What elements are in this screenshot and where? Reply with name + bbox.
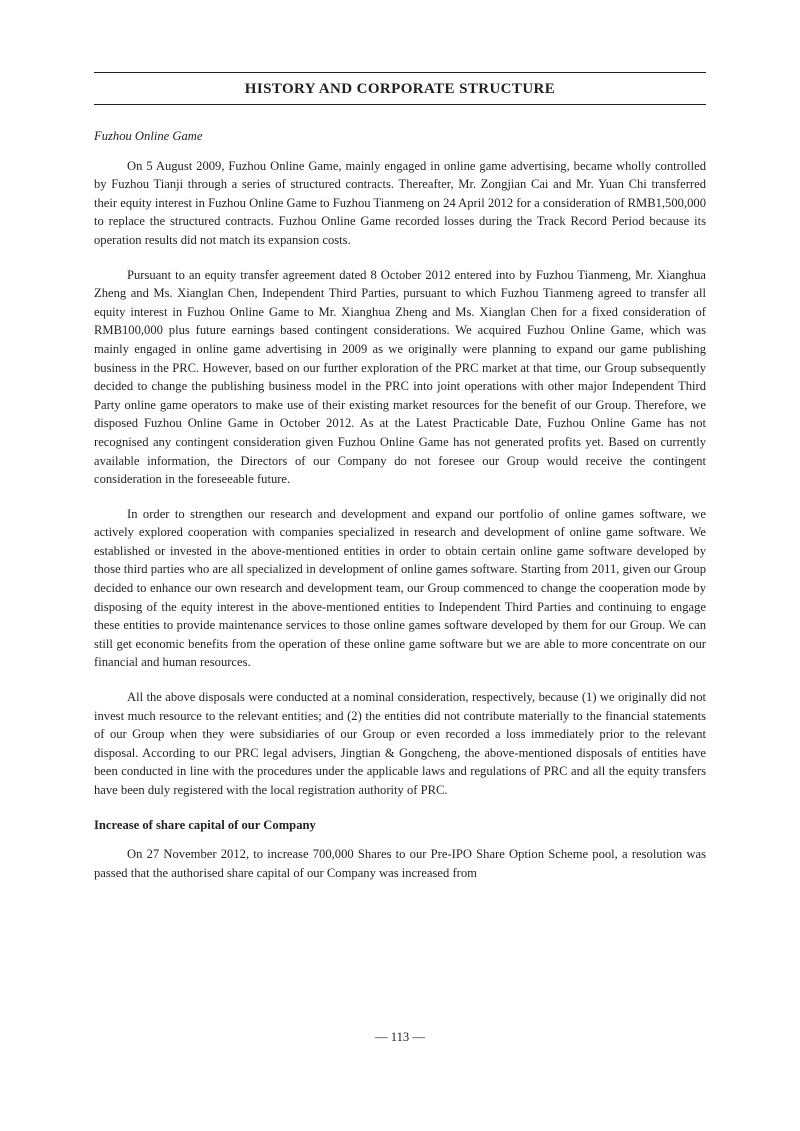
paragraph: In order to strengthen our research and development and expand our portfolio of online games software, we actively explored cooperation with companies specialized in research and development of online game software. We established or invested in the above-mentioned entities in order to obtain certain online game software developed by those third parties who are all specialized in development of online games software. Starting from 2011, given our Group decided to enhance our own research and development team, our Group commenced to change the cooperation mode by disposing of the equity interest in the above-mentioned entities to Independent Third Parties and continuing to engage these entities to provide maintenance services to those online games software developed by them for our Group. We can still get economic benefits from the operation of these online game software but we are able to more concentrate on our financial and human resources.	[94, 506, 706, 670]
paragraph: On 27 November 2012, to increase 700,000 Shares to our Pre-IPO Share Option Scheme pool, a resolution was passed that the authorised share capital of our Company was increased from	[94, 847, 706, 880]
document-page	[94, 72, 706, 882]
document-body	[94, 127, 706, 882]
paragraph: All the above disposals were conducted at a nominal consideration, respectively, because (1) we originally did not invest much resource to the relevant entities; and (2) the entities did not contribute materially to the financial statements of our Group when they were subsidiaries of our Group or even recorded a loss immediately prior to the relevant disposal. According to our PRC legal advisers, Jingtian & Gongcheng, the above-mentioned disposals of entities have been conducted in line with the procedures under the applicable laws and regulations of PRC and all the equity transfers have been duly registered with the local registration authority of PRC.	[94, 690, 706, 797]
header-title: HISTORY AND CORPORATE STRUCTURE	[244, 81, 556, 97]
section-heading-share-capital: Increase of share capital of our Company	[94, 817, 316, 832]
page-number: — 113 —	[375, 1030, 425, 1044]
paragraph: On 5 August 2009, Fuzhou Online Game, mainly engaged in online game advertising, became wholly controlled by Fuzhou Tianji through a series of structured contracts. Thereafter, Mr. Zongjian Cai and Mr. Yuan Chi transferred their equity interest in Fuzhou Online Game to Fuzhou Tianmeng on 24 April 2012 for a consideration of RMB1,500,000 to replace the structured contracts. Fuzhou Online Game recorded losses during the Track Record Period because its operation results did not match its expansion costs.	[94, 158, 706, 247]
section-heading-fuzhou-online-game: Fuzhou Online Game	[94, 129, 203, 143]
page-header	[94, 72, 706, 105]
paragraph: Pursuant to an equity transfer agreement dated 8 October 2012 entered into by Fuzhou Tianmeng, Mr. Xianghua Zheng and Ms. Xianglan Chen, Independent Third Parties, pursuant to which Fuzhou Tianmeng agreed to transfer all equity interest in Fuzhou Online Game to Mr. Xianghua Zheng and Ms. Xianglan Chen for a fixed consideration of RMB100,000 plus future earnings based contingent considerations. We acquired Fuzhou Online Game, which was mainly engaged in online game advertising in 2009 as we originally were planning to expand our game publishing business in the PRC. However, based on our further exploration of the PRC market at that time, our Group subsequently decided to change the publishing business model in the PRC into joint operations with other major Independent Third Party online game operators to make use of their existing market resources for the benefit of our Group. Therefore, we disposed Fuzhou Online Game in October 2012. As at the Latest Practicable Date, Fuzhou Online Game has not recognised any contingent consideration given Fuzhou Online Game has not generated profits yet. Based on currently available information, the Directors of our Company do not foresee our Group would receive the contingent consideration in the foreseeable future.	[94, 267, 706, 487]
